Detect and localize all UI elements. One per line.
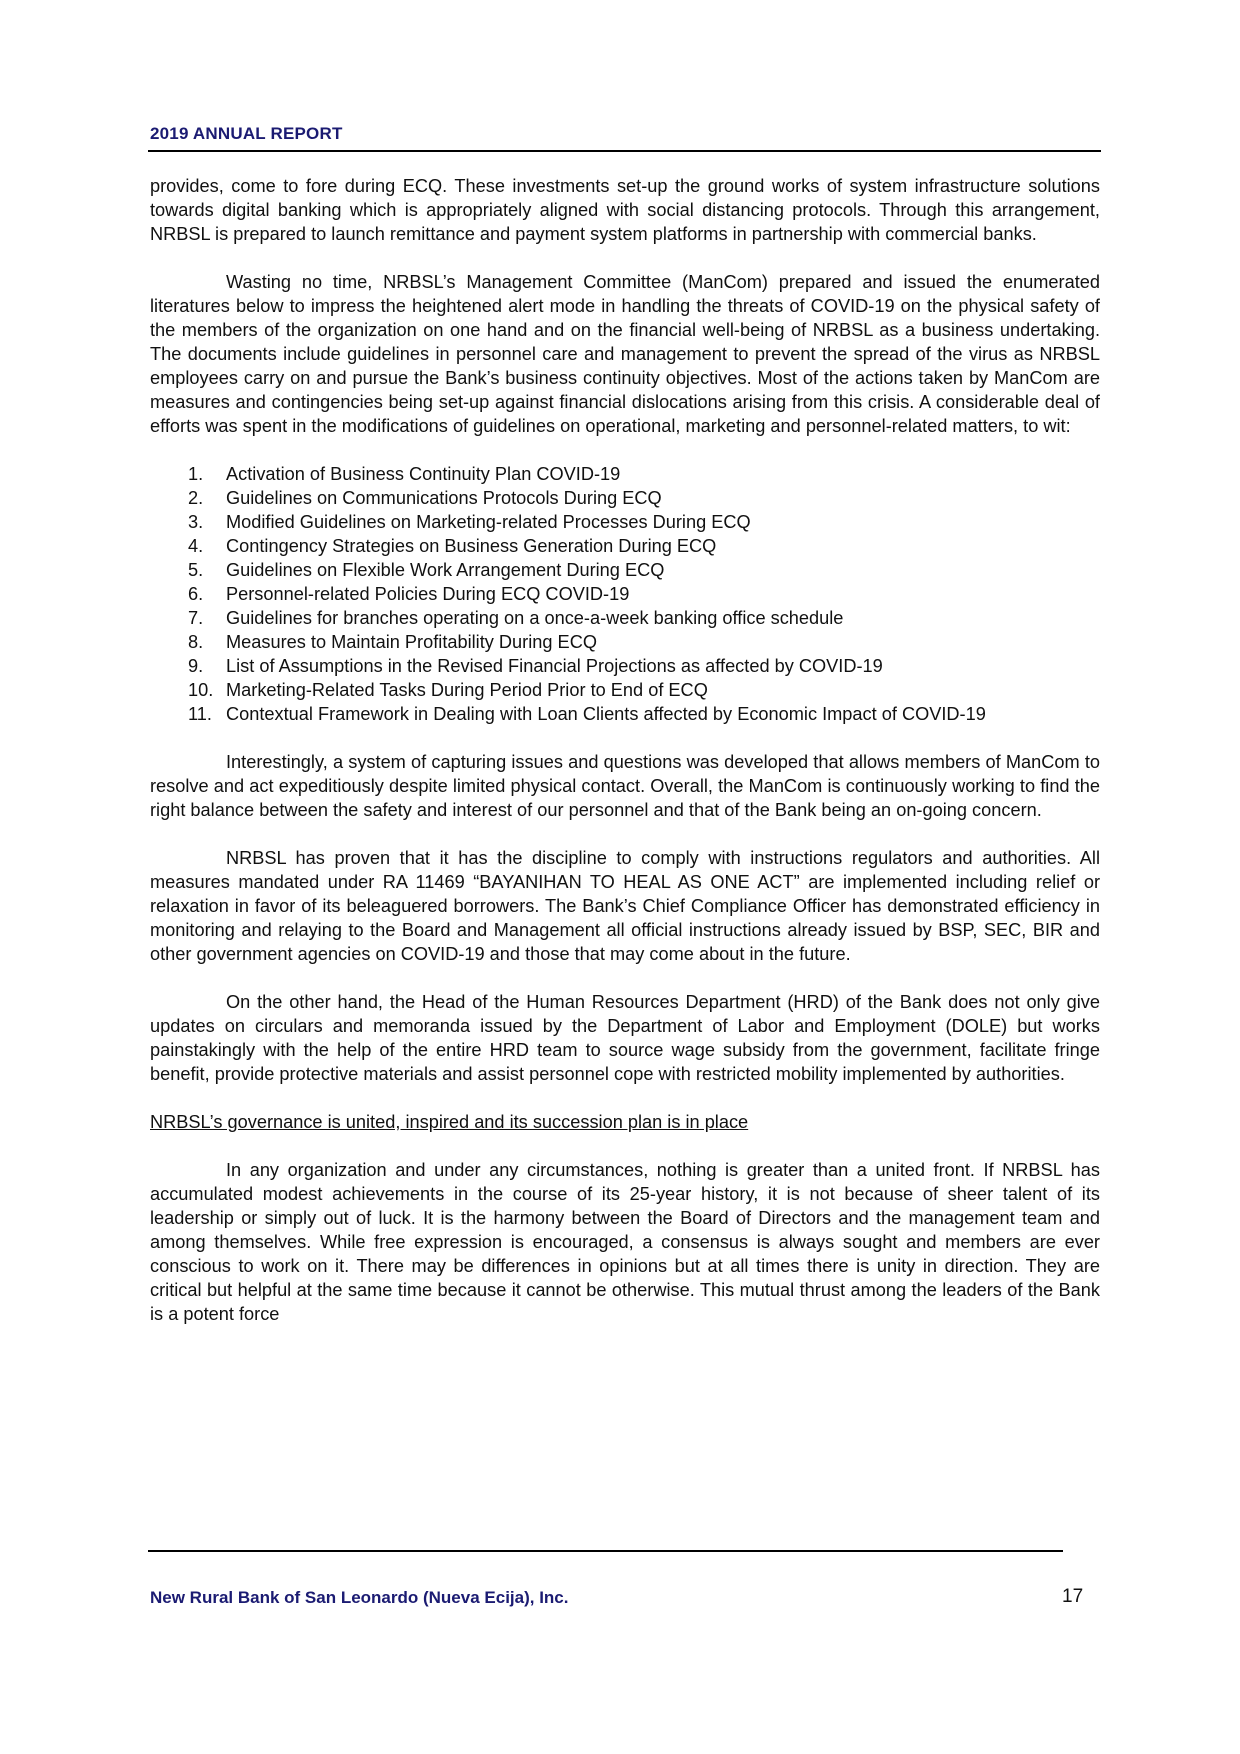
list-text: Activation of Business Continuity Plan COVID-19 bbox=[226, 464, 621, 484]
list-text: Guidelines for branches operating on a once-a-week banking office schedule bbox=[226, 608, 844, 628]
paragraph: NRBSL has proven that it has the discipline to comply with instructions regulators and authorities. All measures mandated under RA 11469 “BAYANIHAN TO HEAL AS ONE ACT” are implemented including relief or relaxation in favor of its beleaguered borrowers. The Bank’s Chief Compliance Officer has demonstrated efficiency in monitoring and relaying to the Board and Management all official instructions already issued by BSP, SEC, BIR and other government agencies on COVID-19 and those that may come about in the future. bbox=[150, 848, 1100, 964]
paragraph: Interestingly, a system of capturing issues and questions was developed that allows members of ManCom to resolve and act expeditiously despite limited physical contact. Overall, the ManCom is continuously working to find the right balance between the safety and interest of our personnel and that of the Bank being an on-going concern. bbox=[150, 752, 1100, 820]
list-number: 4. bbox=[188, 536, 204, 556]
list-item bbox=[150, 534, 1100, 558]
list-number: 5. bbox=[188, 560, 204, 580]
list-number: 8. bbox=[188, 632, 204, 652]
list-item bbox=[150, 630, 1100, 654]
list-number: 9. bbox=[188, 656, 204, 676]
list-text: Guidelines on Communications Protocols During ECQ bbox=[226, 488, 662, 508]
report-title: 2019 ANNUAL REPORT bbox=[150, 124, 343, 143]
list-item bbox=[150, 582, 1100, 606]
list-item bbox=[150, 678, 1100, 702]
list-number: 3. bbox=[188, 512, 204, 532]
list-text: Guidelines on Flexible Work Arrangement During ECQ bbox=[226, 560, 665, 580]
list-text: Measures to Maintain Profitability During ECQ bbox=[226, 632, 597, 652]
list-item bbox=[150, 654, 1100, 678]
list-number: 6. bbox=[188, 584, 204, 604]
list-number: 11. bbox=[188, 704, 212, 724]
page-number: 17 bbox=[1062, 1586, 1084, 1607]
list-item bbox=[150, 702, 1100, 726]
list-item bbox=[150, 486, 1100, 510]
paragraph: In any organization and under any circumstances, nothing is greater than a united front. If NRBSL has accumulated modest achievements in the course of its 25-year history, it is not because of sheer talent of its leadership or simply out of luck. It is the harmony between the Board of Directors and the management team and among themselves. While free expression is encouraged, a consensus is always sought and members are ever conscious to work on it. There may be differences in opinions but at all times there is unity in direction. They are critical but helpful at the same time because it cannot be otherwise. This mutual thrust among the leaders of the Bank is a potent force bbox=[150, 1160, 1100, 1324]
list-text: Personnel-related Policies During ECQ COVID-19 bbox=[226, 584, 630, 604]
list-text: Contingency Strategies on Business Generation During ECQ bbox=[226, 536, 717, 556]
list-text: Modified Guidelines on Marketing-related Processes During ECQ bbox=[226, 512, 751, 532]
paragraph: Wasting no time, NRBSL’s Management Committee (ManCom) prepared and issued the enumerated literatures below to impress the heightened alert mode in handling the threats of COVID-19 on the physical safety of the members of the organization on one hand and on the financial well-being of NRBSL as a business undertaking. The documents include guidelines in personnel care and management to prevent the spread of the virus as NRBSL employees carry on and pursue the Bank’s business continuity objectives. Most of the actions taken by ManCom are measures and contingencies being set-up against financial dislocations arising from this crisis. A considerable deal of efforts was spent in the modifications of guidelines on operational, marketing and personnel-related matters, to wit: bbox=[150, 272, 1100, 436]
page-body bbox=[150, 174, 1100, 1350]
list-item bbox=[150, 558, 1100, 582]
list-item bbox=[150, 510, 1100, 534]
header-divider bbox=[148, 150, 1101, 152]
list-text: Contextual Framework in Dealing with Loan Clients affected by Economic Impact of COVID-19 bbox=[226, 704, 986, 724]
paragraph: provides, come to fore during ECQ. These investments set-up the ground works of system infrastructure solutions towards digital banking which is appropriately aligned with social distancing protocols. Through this arrangement, NRBSL is prepared to launch remittance and payment system platforms in partnership with commercial banks. bbox=[150, 176, 1100, 244]
list-item bbox=[150, 606, 1100, 630]
list-number: 10. bbox=[188, 680, 214, 700]
list-number: 2. bbox=[188, 488, 204, 508]
section-heading: NRBSL’s governance is united, inspired and its succession plan is in place bbox=[150, 1112, 749, 1132]
list-number: 7. bbox=[188, 608, 204, 628]
footer-organization: New Rural Bank of San Leonardo (Nueva Ecija), Inc. bbox=[150, 1588, 569, 1607]
list-text: List of Assumptions in the Revised Financial Projections as affected by COVID-19 bbox=[226, 656, 883, 676]
guidelines-list bbox=[150, 462, 1100, 726]
paragraph: On the other hand, the Head of the Human Resources Department (HRD) of the Bank does not only give updates on circulars and memoranda issued by the Department of Labor and Employment (DOLE) but works painstakingly with the help of the entire HRD team to source wage subsidy from the government, facilitate fringe benefit, provide protective materials and assist personnel cope with restricted mobility implemented by authorities. bbox=[150, 992, 1100, 1084]
list-item bbox=[150, 462, 1100, 486]
list-text: Marketing-Related Tasks During Period Prior to End of ECQ bbox=[226, 680, 708, 700]
footer-divider bbox=[148, 1550, 1063, 1552]
list-number: 1. bbox=[188, 464, 204, 484]
